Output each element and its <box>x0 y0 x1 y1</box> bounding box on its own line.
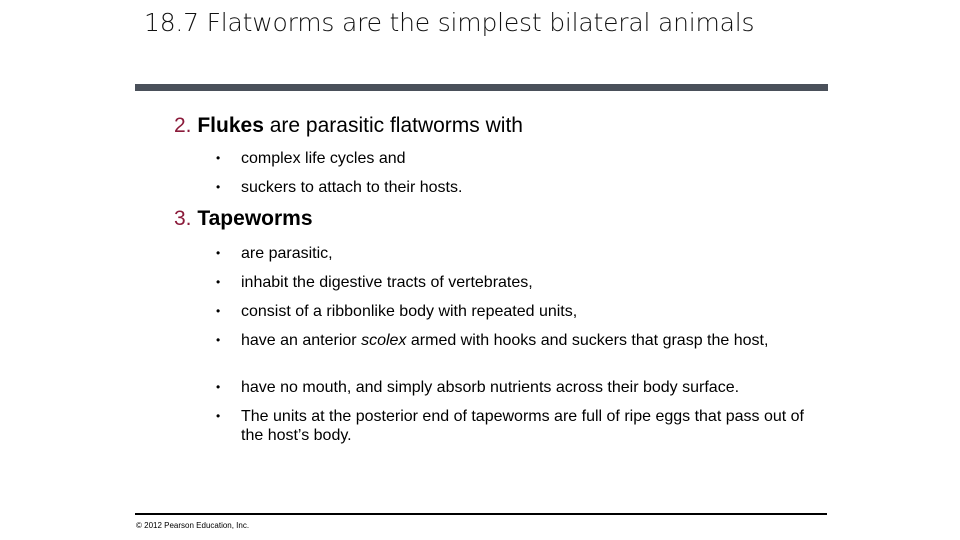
section-heading-rest: are parasitic flatworms with <box>263 114 523 137</box>
slide-title: 18.7 Flatworms are the simplest bilateral animals <box>144 8 755 37</box>
section-heading-flukes <box>174 114 523 138</box>
title-divider <box>135 84 828 91</box>
bullet-glyph: • <box>216 380 221 394</box>
bullet-text: are parasitic, <box>241 245 333 262</box>
bullet-text: consist of a ribbonlike body with repeated units, <box>241 303 578 320</box>
copyright-notice: © 2012 Pearson Education, Inc. <box>136 521 250 530</box>
bullet-text: complex life cycles and <box>241 150 406 167</box>
bullet-text-end: armed with hooks and suckers that grasp the host, <box>406 332 769 349</box>
bullet-text: inhabit the digestive tracts of vertebrates, <box>241 274 533 291</box>
section-heading-tapeworms <box>174 207 313 231</box>
section-term: Tapeworms <box>197 207 313 230</box>
bullet-text: The units at the posterior end of tapeworms are full of ripe eggs that pass out of the host’s body. <box>241 408 804 444</box>
bullet-glyph: • <box>216 409 221 423</box>
section-number: 3. <box>174 207 192 230</box>
bullet-text <box>241 331 816 350</box>
bullet-glyph: • <box>216 304 221 318</box>
bullet-glyph: • <box>216 246 221 260</box>
bullet-item <box>216 178 816 197</box>
bullet-item <box>216 273 816 292</box>
bullet-item <box>216 302 816 321</box>
bullet-item <box>216 244 816 263</box>
bullet-text-start: have an anterior <box>241 332 362 349</box>
bullet-glyph: • <box>216 180 221 194</box>
bullet-item <box>216 378 816 397</box>
section-term: Flukes <box>197 114 264 137</box>
bullet-glyph: • <box>216 275 221 289</box>
bullet-text: have no mouth, and simply absorb nutrients across their body surface. <box>241 379 740 396</box>
bullet-glyph: • <box>216 151 221 165</box>
bullet-item <box>216 149 816 168</box>
bullet-item <box>216 331 816 350</box>
scolex-term: scolex <box>361 332 407 349</box>
bullet-item <box>216 407 816 445</box>
bullet-glyph: • <box>216 333 221 347</box>
bullet-text: suckers to attach to their hosts. <box>241 179 463 196</box>
section-number: 2. <box>174 114 192 137</box>
footer-divider <box>135 513 827 515</box>
